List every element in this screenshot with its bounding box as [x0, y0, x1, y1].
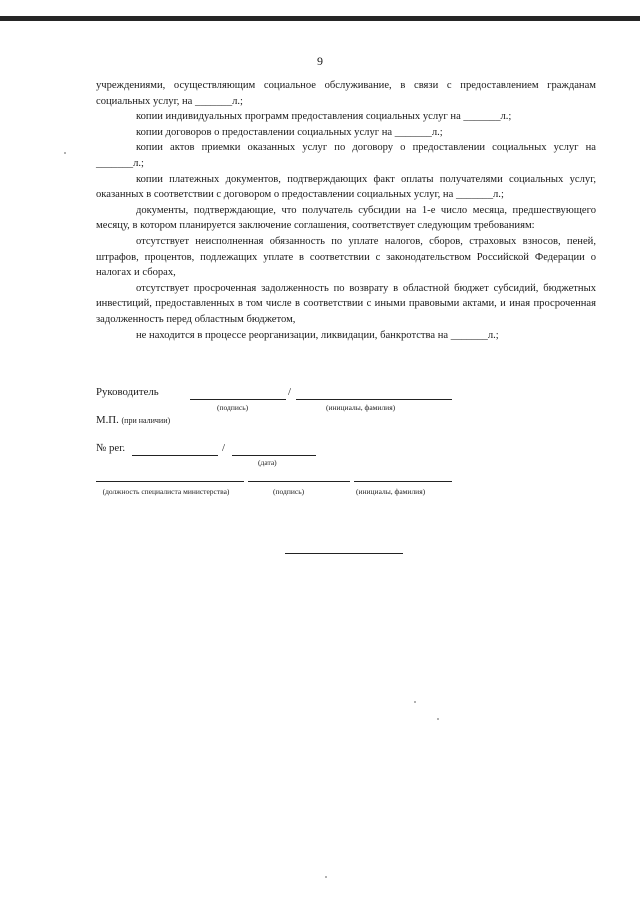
- paragraph: копии платежных документов, подтверждающих факт оплаты получателями социальных услуг, оказанных в соответствии с договором о предоставлении социальных услуг, на _______л.;: [96, 173, 596, 201]
- date-caption: (дата): [258, 458, 277, 467]
- position-line[interactable]: [96, 481, 244, 482]
- scan-speck: [325, 876, 327, 878]
- reg-label: № рег.: [96, 442, 126, 454]
- stamp-note: (при наличии): [121, 416, 171, 425]
- paragraph: отсутствует неисполненная обязанность по уплате налогов, сборов, страховых взносов, пеней, штрафов, процентов, подлежащих уплате в соответствии с законодательством Российской Федерации о налогах и сборах,: [96, 235, 596, 279]
- top-border: [0, 16, 640, 21]
- name-caption-2: (инициалы, фамилия): [356, 487, 426, 496]
- reg-slash: /: [222, 442, 225, 454]
- name-caption: (инициалы, фамилия): [326, 403, 396, 412]
- signature-caption-2: (подпись): [273, 487, 305, 496]
- paragraph: копии индивидуальных программ предоставления социальных услуг на _______л.;: [136, 111, 512, 123]
- paragraph: не находится в процессе реорганизации, ликвидации, банкротства на _______л.;: [136, 329, 499, 341]
- page-number: 9: [317, 54, 323, 68]
- specialist-name-line[interactable]: [354, 481, 452, 482]
- head-label: Руководитель: [96, 386, 159, 398]
- reg-date-line[interactable]: [232, 455, 316, 456]
- document-body: [96, 78, 596, 343]
- position-caption: (должность специалиста министерства): [102, 487, 230, 496]
- head-name-line[interactable]: [296, 399, 452, 400]
- paragraph: копии договоров о предоставлении социальных услуг на _______л.;: [136, 126, 443, 138]
- signature-caption: (подпись): [217, 403, 249, 412]
- reg-number-line[interactable]: [132, 455, 218, 456]
- paragraph: отсутствует просроченная задолженность по возврату в областной бюджет субсидий, бюджетных инвестиций, предоставленных в том числе в соответствии с иными правовыми актами, и иная просроченная задолженность перед областным бюджетом,: [96, 282, 596, 325]
- paragraph: учреждениями, осуществляющим социальное обслуживание, в связи с предоставлением гражданам социальных услуг, на _______л.;: [96, 80, 596, 107]
- specialist-signature-line[interactable]: [248, 481, 350, 482]
- scan-speck: [437, 718, 439, 720]
- paragraph: копии актов приемки оказанных услуг по договору о предоставлении социальных услуг на _______л.;: [96, 142, 596, 169]
- stamp-label-text: М.П.: [96, 414, 119, 426]
- scan-speck: [414, 701, 416, 703]
- slash-separator: /: [288, 386, 291, 398]
- stamp-label: [96, 414, 170, 426]
- paragraph: документы, подтверждающие, что получатель субсидии на 1-е число месяца, предшествующего месяцу, в котором планируется заключение соглашения, соответствует следующим требованиям:: [96, 204, 596, 232]
- closing-rule: [285, 553, 403, 554]
- scan-speck: [64, 152, 66, 154]
- head-signature-line[interactable]: [190, 399, 286, 400]
